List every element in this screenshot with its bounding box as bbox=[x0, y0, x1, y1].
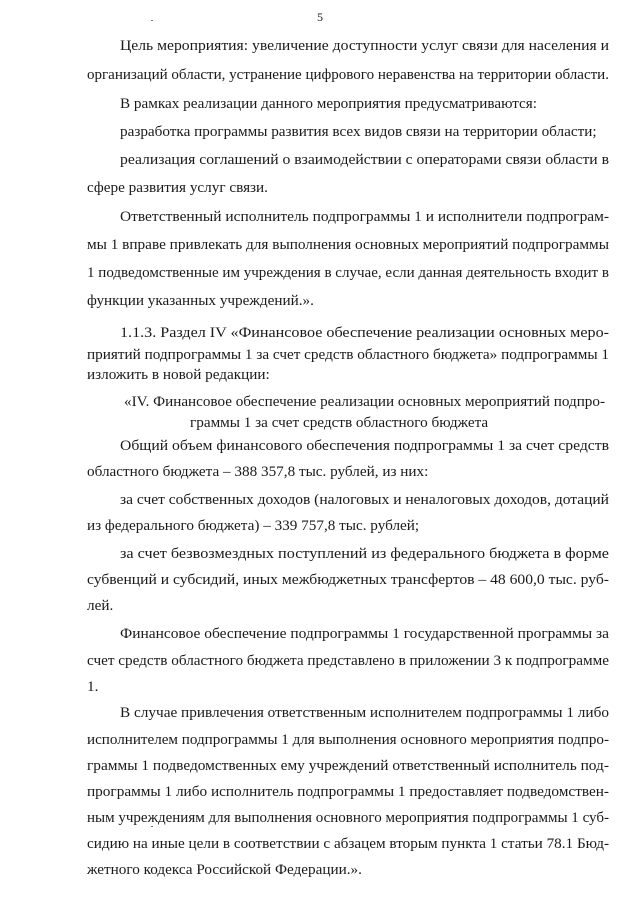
text-line: за счет безвозмездных поступлений из федерального бюджета в форме bbox=[120, 545, 610, 562]
text-line: программы 1 либо исполнитель подпрограммы 1 предоставляет подведомствен- bbox=[87, 783, 610, 800]
text-line: организаций области, устранение цифрового неравенства на территории области. bbox=[87, 66, 609, 83]
text-line: ным учреждениям для выполнения основного мероприятия подпрограммы 1 суб- bbox=[87, 809, 609, 826]
text-line: В рамках реализации данного мероприятия предусматриваются: bbox=[120, 95, 538, 112]
text-line: реализация соглашений о взаимодействии с операторами связи области в bbox=[120, 151, 609, 168]
text-line: разработка программы развития всех видов связи на территории области; bbox=[120, 123, 597, 140]
text-line: счет средств областного бюджета представлено в приложении 3 к подпрограмме bbox=[87, 652, 609, 669]
text-line: 1.1.3. Раздел IV «Финансовое обеспечение реализации основных меро- bbox=[120, 324, 609, 341]
text-line: В случае привлечения ответственным исполнителем подпрограммы 1 либо bbox=[120, 704, 609, 721]
text-line: лей. bbox=[87, 597, 114, 614]
text-line: исполнителем подпрограммы 1 для выполнения основного мероприятия подпро- bbox=[87, 731, 609, 748]
text-line: Цель мероприятия: увеличение доступности услуг связи для населения и bbox=[120, 37, 610, 54]
text-line: Ответственный исполнитель подпрограммы 1 и исполнители подпрограм- bbox=[120, 208, 610, 225]
text-line: мы 1 вправе привлекать для выполнения основных мероприятий подпрограммы bbox=[87, 236, 609, 253]
page-number: 5 bbox=[317, 10, 323, 24]
text-line: сфере развития услуг связи. bbox=[87, 179, 268, 196]
text-line: функции указанных учреждений.». bbox=[87, 292, 314, 309]
text-line: жетного кодекса Российской Федерации.». bbox=[87, 861, 362, 878]
text-line: областного бюджета – 388 357,8 тыс. рублей, из них: bbox=[87, 463, 429, 480]
text-line: из федерального бюджета) – 339 757,8 тыс. рублей; bbox=[87, 517, 420, 534]
text-line: Общий объем финансового обеспечения подпрограммы 1 за счет средств bbox=[120, 437, 609, 454]
text-line: граммы 1 за счет средств областного бюджета bbox=[190, 414, 489, 431]
text-line: 1 подведомственные им учреждения в случае, если данная деятельность входит в bbox=[87, 264, 609, 281]
text-line: за счет собственных доходов (налоговых и неналоговых доходов, дотаций bbox=[120, 491, 609, 508]
text-line: субвенций и субсидий, иных межбюджетных трансфертов – 48 600,0 тыс. руб- bbox=[87, 571, 609, 588]
text-line: Финансовое обеспечение подпрограммы 1 государственной программы за bbox=[120, 625, 610, 642]
text-line: приятий подпрограммы 1 за счет средств областного бюджета» подпрограммы 1 bbox=[87, 346, 609, 363]
text-line: граммы 1 подведомственных ему учреждений ответственный исполнитель под- bbox=[87, 757, 609, 774]
text-line: «IV. Финансовое обеспечение реализации основных мероприятий подпро- bbox=[124, 393, 606, 410]
text-line: 1. bbox=[87, 678, 99, 695]
text-line: сидию на иные цели в соответствии с абзацем вторым пункта 1 статьи 78.1 Бюд- bbox=[87, 835, 610, 852]
text-line: изложить в новой редакции: bbox=[87, 366, 270, 383]
